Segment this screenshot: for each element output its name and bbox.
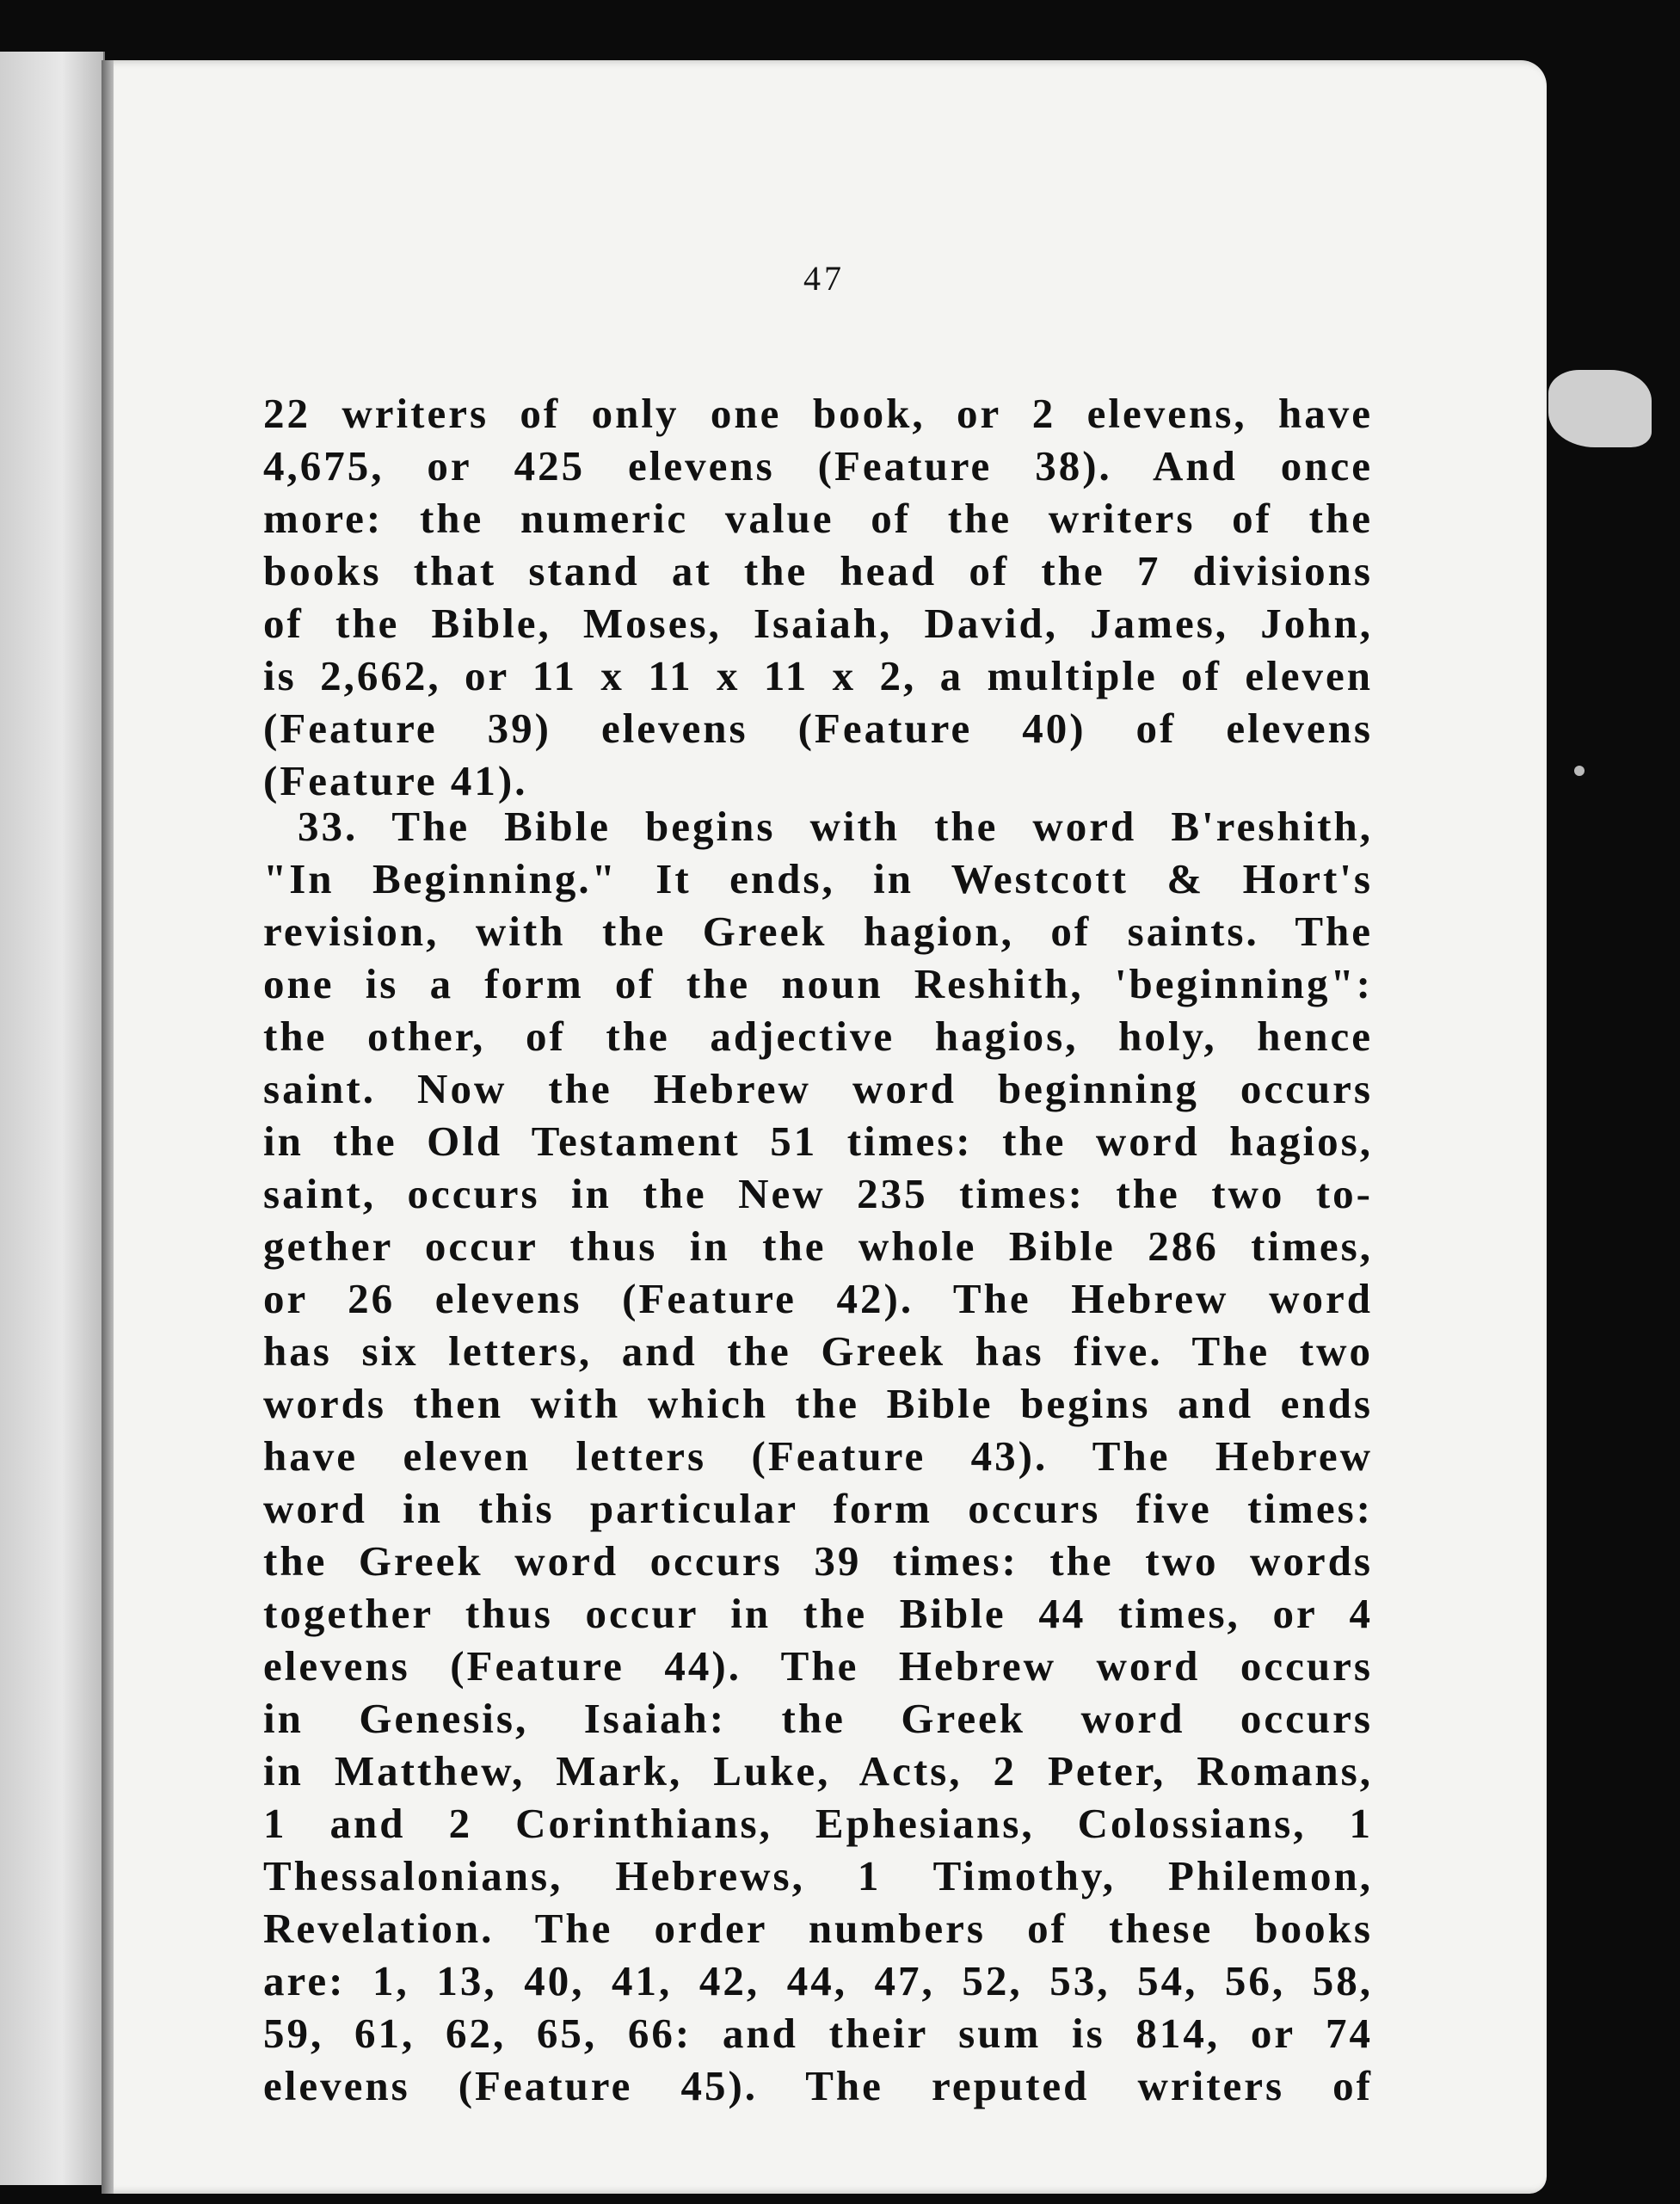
text-line: 4,675, or 425 elevens (Feature 38). And once xyxy=(263,442,1373,489)
text-line: "In Beginning." It ends, in Westcott & Hort's xyxy=(263,855,1373,902)
text-line: 33. The Bible begins with the word B'reshith, xyxy=(298,803,1373,850)
text-line: in the Old Testament 51 times: the word hagios, xyxy=(263,1117,1373,1165)
text-line: saint, occurs in the New 235 times: the two to- xyxy=(263,1170,1373,1217)
text-line: 1 and 2 Corinthians, Ephesians, Colossians, 1 xyxy=(263,1800,1373,1847)
text-line: elevens (Feature 44). The Hebrew word occurs xyxy=(263,1642,1373,1690)
text-line: or 26 elevens (Feature 42). The Hebrew word xyxy=(263,1275,1373,1322)
text-line: (Feature 41). xyxy=(263,757,528,804)
torn-paper-fragment xyxy=(1548,370,1652,447)
text-line: gether occur thus in the whole Bible 286 times, xyxy=(263,1222,1373,1270)
text-line: have eleven letters (Feature 43). The Hebrew xyxy=(263,1432,1373,1480)
text-line: revision, with the Greek hagion, of saints. The xyxy=(263,908,1373,955)
text-line: in Genesis, Isaiah: the Greek word occurs xyxy=(263,1695,1373,1742)
text-line: in Matthew, Mark, Luke, Acts, 2 Peter, Romans, xyxy=(263,1747,1373,1795)
text-line: Revelation. The order numbers of these books xyxy=(263,1905,1373,1952)
facing-page-edge xyxy=(0,52,105,2185)
text-line: 59, 61, 62, 65, 66: and their sum is 814, or 74 xyxy=(263,2010,1373,2057)
scan-speck xyxy=(1574,766,1585,776)
text-line: one is a form of the noun Reshith, 'beginning": xyxy=(263,960,1373,1007)
text-line: the other, of the adjective hagios, holy, hence xyxy=(263,1013,1373,1060)
text-line: are: 1, 13, 40, 41, 42, 44, 47, 52, 53, 54, 56, 58, xyxy=(263,1957,1373,2004)
text-line: Thessalonians, Hebrews, 1 Timothy, Philemon, xyxy=(263,1852,1373,1899)
text-line: saint. Now the Hebrew word beginning occurs xyxy=(263,1065,1373,1112)
text-line: elevens (Feature 45). The reputed writers of xyxy=(263,2062,1373,2109)
text-line: together thus occur in the Bible 44 times, or 4 xyxy=(263,1590,1373,1637)
text-line: word in this particular form occurs five times: xyxy=(263,1485,1373,1532)
text-line: of the Bible, Moses, Isaiah, David, James, John, xyxy=(263,600,1373,647)
page-number: 47 xyxy=(803,259,845,298)
text-line: the Greek word occurs 39 times: the two words xyxy=(263,1537,1373,1585)
text-line: books that stand at the head of the 7 divisions xyxy=(263,547,1373,594)
book-page xyxy=(102,60,1547,2194)
text-line: is 2,662, or 11 x 11 x 11 x 2, a multiple of eleven xyxy=(263,652,1373,699)
text-line: words then with which the Bible begins and ends xyxy=(263,1380,1373,1427)
text-line: more: the numeric value of the writers of the xyxy=(263,495,1373,542)
page-gutter xyxy=(102,60,114,2194)
text-line: 22 writers of only one book, or 2 elevens, have xyxy=(263,390,1373,437)
paragraph-1 xyxy=(263,387,1373,807)
paragraph-2 xyxy=(263,800,1373,2112)
text-line: has six letters, and the Greek has five. The two xyxy=(263,1327,1373,1375)
text-line: (Feature 39) elevens (Feature 40) of elevens xyxy=(263,705,1373,752)
